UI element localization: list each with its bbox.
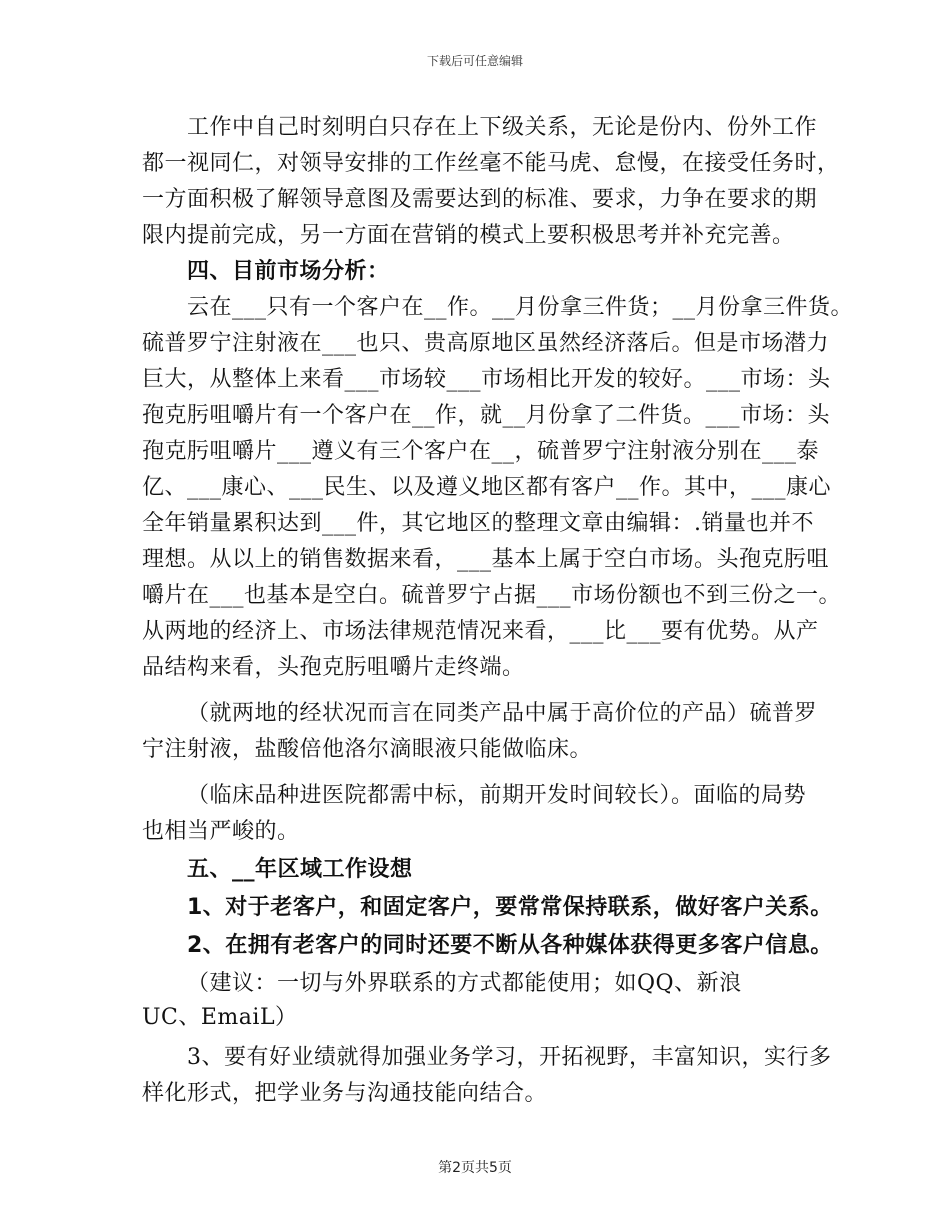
- body-line: 亿、___康心、___民生、以及遵义地区都有客户__作。其中，___康心: [142, 475, 832, 500]
- body-line: 宁注射液，盐酸倍他洛尔滴眼液只能做临床。: [142, 737, 593, 762]
- body-line: 巨大，从整体上来看___市场较___市场相比开发的较好。___市场：头: [142, 367, 831, 392]
- page-header: 下载后可任意编辑: [426, 54, 523, 68]
- body-line: （建议：一切与外界联系的方式都能使用；如QQ、新浪: [187, 971, 742, 996]
- body-line: UC、EmaiL）: [142, 1005, 298, 1030]
- body-line: 理想。从以上的销售数据来看，___基本上属于空白市场。头孢克肟咀: [142, 547, 830, 572]
- page-footer: 第2页共5页: [438, 1160, 512, 1176]
- section-heading: 四、目前市场分析：: [187, 259, 390, 284]
- body-line: 从两地的经济上、市场法律规范情况来看，___比___要有优势。从产: [142, 619, 819, 644]
- body-line: 限内提前完成，另一方面在营销的模式上要积极思考并补充完善。: [142, 223, 795, 248]
- body-line: 样化形式，把学业务与沟通技能向结合。: [142, 1081, 548, 1106]
- body-line: （就两地的经状况而言在同类产品中属于高价位的产品）硫普罗: [187, 701, 818, 726]
- body-line: 云在___只有一个客户在__作。__月份拿三件货；__月份拿三件货。: [187, 295, 854, 320]
- list-item: 3、要有好业绩就得加强业务学习，开拓视野，丰富知识，实行多: [187, 1045, 832, 1070]
- body-line: 也相当严峻的。: [142, 819, 300, 844]
- body-line: 孢克肟咀嚼片___遵义有三个客户在__，硫普罗宁注射液分别在___泰: [142, 439, 820, 464]
- body-line: 一方面积极了解领导意图及需要达到的标准、要求，力争在要求的期: [142, 187, 818, 212]
- body-line: 硫普罗宁注射液在___也只、贵高原地区虽然经济落后。但是市场潜力: [142, 331, 830, 356]
- list-item: 1、对于老客户，和固定客户，要常常保持联系，做好客户关系。: [187, 895, 833, 920]
- body-line: 品结构来看，头孢克肟咀嚼片走终端。: [142, 655, 525, 680]
- body-line: 全年销量累积达到___件，其它地区的整理文章由编辑：.销量也并不: [142, 511, 814, 536]
- body-line: 工作中自己时刻明白只存在上下级关系，无论是份内、份外工作: [187, 115, 818, 140]
- list-item: 2、在拥有老客户的同时还要不断从各种媒体获得更多客户信息。: [187, 933, 833, 958]
- body-line: （临床品种进医院都需中标，前期开发时间较长）。面临的局势: [187, 783, 807, 808]
- body-line: 嚼片在___也基本是空白。硫普罗宁占据___市场份额也不到三份之一。: [142, 583, 842, 608]
- section-heading: 五、__年区域工作设想: [187, 857, 413, 882]
- body-line: 孢克肟咀嚼片有一个客户在__作，就__月份拿了二件货。___市场：头: [142, 403, 831, 428]
- body-line: 都一视同仁，对领导安排的工作丝毫不能马虎、怠慢，在接受任务时，: [142, 151, 840, 176]
